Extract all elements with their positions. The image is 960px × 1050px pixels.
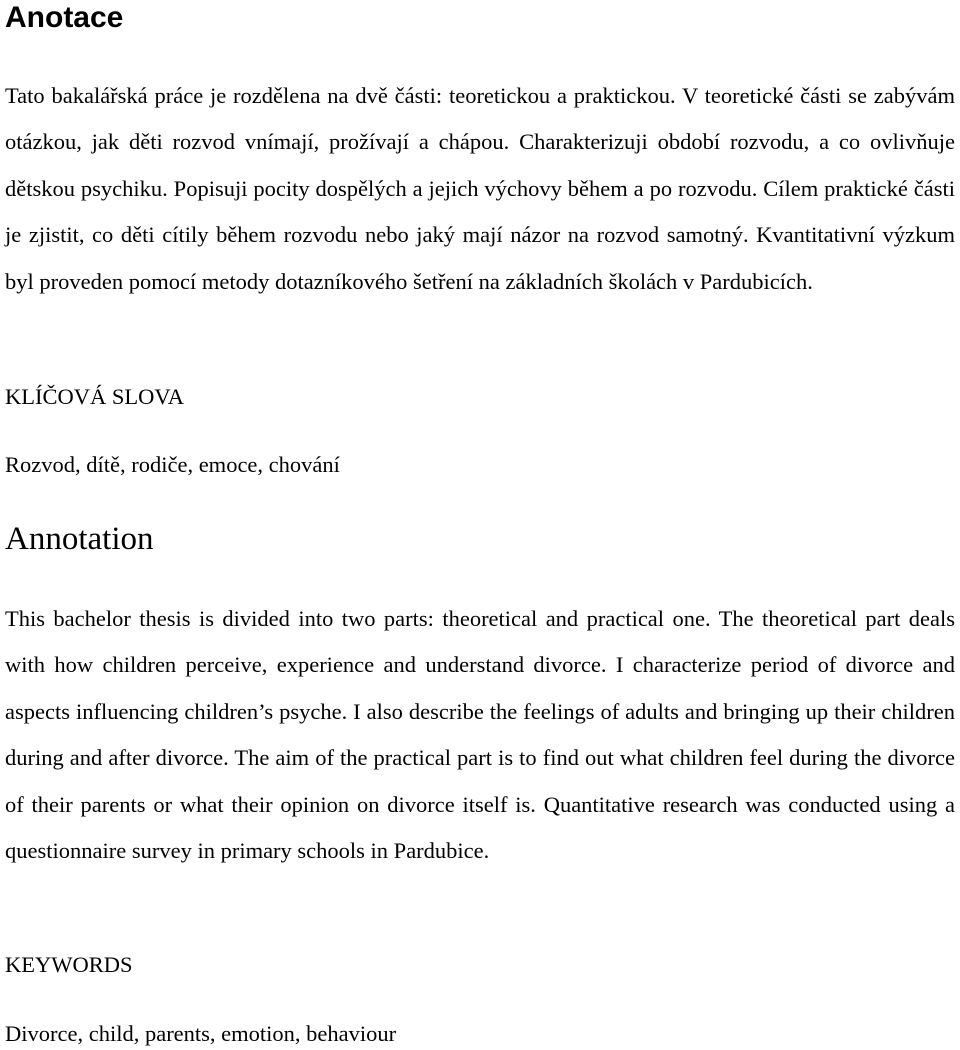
czech-keywords: Rozvod, dítě, rodiče, emoce, chování [5,452,340,477]
czech-keywords-title: KLÍČOVÁ SLOVA [5,384,184,409]
czech-abstract: Tato bakalářská práce je rozdělena na dvě části: teoretickou a praktickou. V teoretické části se zabývám otázkou, jak děti rozvod vnímají, prožívají a chápou. Charakterizuji období rozvodu, a co ovlivňuje dětskou psychiku. Popisuji pocity dospělých a jejich výchovy během a po rozvodu. Cílem praktické části je zjistit, co děti cítily během rozvodu nebo jaký mají názor na rozvod samotný. Kvantitativní výzkum byl proveden pomocí metody dotazníkového šetření na základních školách v Pardubicích. [5,83,955,294]
czech-heading: Anotace [5,1,124,34]
english-heading: Annotation [5,521,154,557]
english-abstract: This bachelor thesis is divided into two parts: theoretical and practical one. The theoretical part deals with how children perceive, experience and understand divorce. I characterize period of divorce and aspects influencing children’s psyche. I also describe the feelings of adults and bringing up their children during and after divorce. The aim of the practical part is to find out what children feel during the divorce of their parents or what their opinion on divorce itself is. Quantitative research was conducted using a questionnaire survey in primary schools in Pardubice. [5,606,955,864]
english-keywords: Divorce, child, parents, emotion, behaviour [5,1021,397,1046]
english-keywords-title: KEYWORDS [5,952,133,977]
